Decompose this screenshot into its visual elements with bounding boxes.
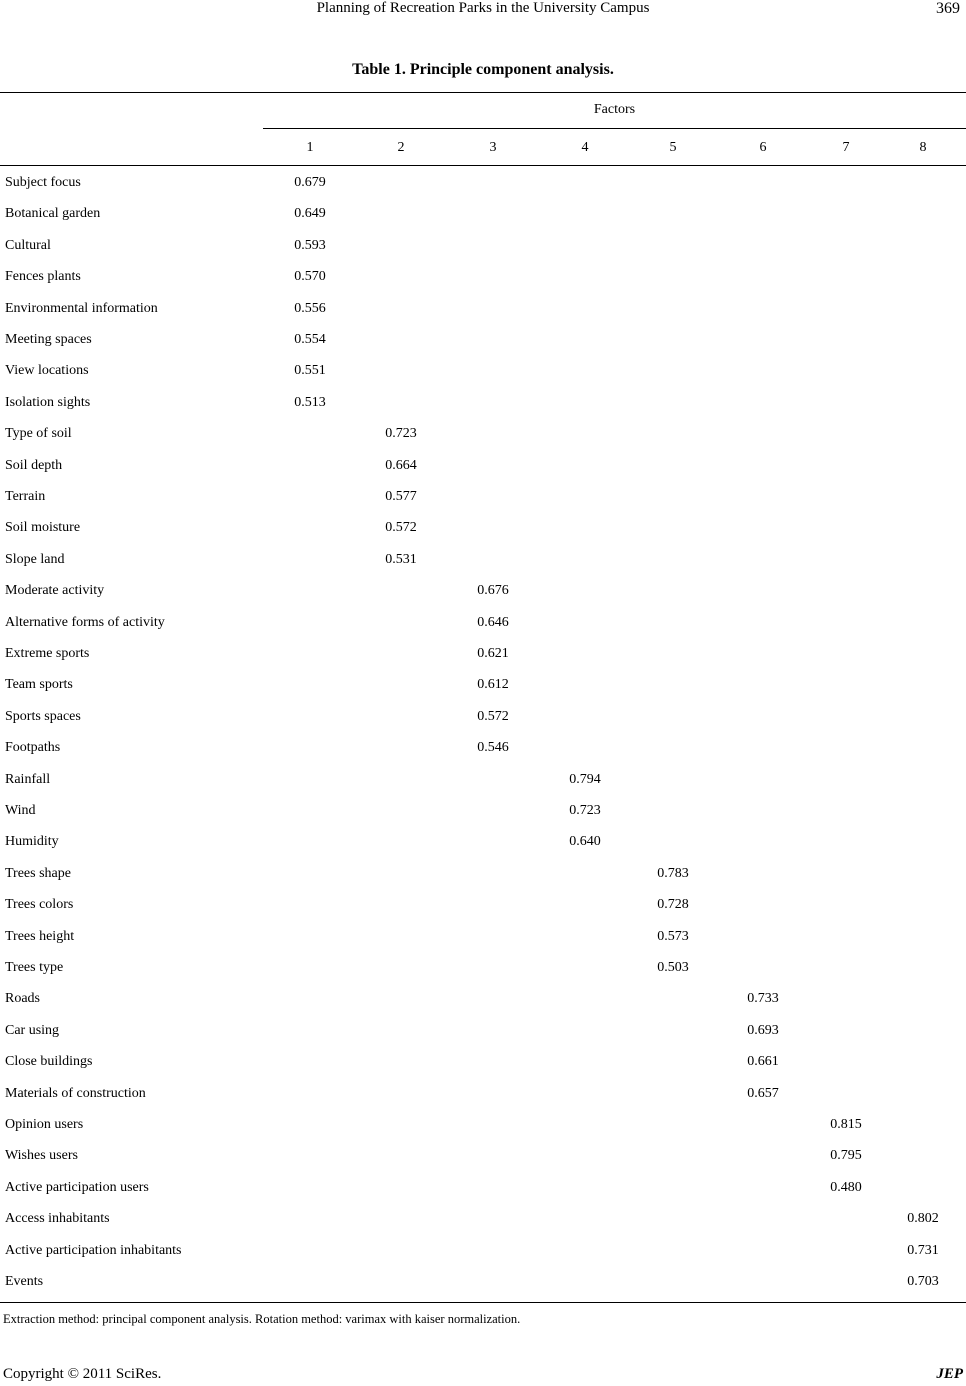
row-label: Roads — [5, 991, 40, 1007]
row-label: Team sports — [5, 677, 73, 693]
column-header: 6 — [759, 140, 767, 155]
table-row — [0, 991, 966, 1015]
factor-loading: 0.703 — [907, 1274, 939, 1289]
factor-loading: 0.570 — [294, 269, 326, 285]
factor-loading: 0.556 — [294, 300, 326, 316]
running-head — [0, 0, 966, 24]
table-row — [0, 866, 966, 890]
row-label: Moderate activity — [5, 583, 105, 599]
row-label: Environmental information — [5, 300, 158, 316]
table-row — [0, 583, 966, 607]
factor-loading: 0.723 — [569, 803, 601, 818]
column-header: 7 — [842, 140, 850, 155]
table-row — [0, 1211, 966, 1235]
table-row — [0, 709, 966, 733]
table-row — [0, 1054, 966, 1078]
table-caption: Table 1. Principle component analysis. — [352, 61, 614, 78]
row-label: Materials of construction — [5, 1085, 146, 1101]
table-row — [0, 175, 966, 199]
row-label: Access inhabitants — [5, 1211, 110, 1227]
table-row — [0, 332, 966, 356]
row-label: Close buildings — [5, 1054, 93, 1070]
table-row — [0, 395, 966, 419]
factor-loading: 0.640 — [569, 834, 601, 850]
factor-loading: 0.733 — [747, 991, 779, 1007]
table-row — [0, 1023, 966, 1047]
table-row — [0, 269, 966, 293]
factor-loading: 0.679 — [294, 175, 326, 190]
factor-loading: 0.593 — [294, 237, 326, 253]
factor-loading: 0.577 — [385, 489, 417, 504]
table-row — [0, 646, 966, 670]
row-label: Car using — [5, 1022, 60, 1038]
row-label: Extreme sports — [5, 646, 90, 661]
column-header: 1 — [306, 140, 314, 155]
row-label: Botanical garden — [5, 206, 101, 222]
factor-loading: 0.649 — [294, 206, 326, 222]
table-row — [0, 960, 966, 984]
factor-loading: 0.657 — [747, 1085, 779, 1101]
factor-loading: 0.731 — [907, 1242, 939, 1258]
column-header: 3 — [489, 140, 497, 155]
row-label: Terrain — [5, 489, 46, 504]
table-row — [0, 1117, 966, 1141]
row-label: Fences plants — [5, 269, 81, 285]
row-label: Soil moisture — [5, 520, 81, 536]
table-top-rule — [0, 92, 966, 93]
factor-loading: 0.554 — [294, 332, 326, 347]
table-row — [0, 238, 966, 262]
factor-loading: 0.612 — [477, 677, 509, 693]
row-label: Trees type — [5, 960, 64, 975]
table-row — [0, 740, 966, 764]
factor-loading: 0.664 — [385, 457, 417, 473]
row-label: Opinion users — [5, 1117, 84, 1132]
row-label: Active participation users — [5, 1179, 149, 1195]
factor-loading: 0.480 — [830, 1179, 862, 1195]
factor-loading: 0.621 — [477, 646, 509, 661]
factor-loading: 0.573 — [657, 928, 689, 944]
column-header: 5 — [669, 140, 677, 155]
column-header: 8 — [919, 140, 927, 155]
table-row — [0, 803, 966, 827]
factor-loading: 0.572 — [477, 708, 509, 724]
factor-loading: 0.546 — [477, 740, 509, 756]
factors-header: Factors — [593, 102, 636, 117]
table-row — [0, 1148, 966, 1172]
table-row — [0, 615, 966, 639]
row-label: Wishes users — [5, 1148, 78, 1164]
row-label: Isolation sights — [5, 394, 91, 410]
journal-abbreviation: JEP — [936, 1366, 963, 1382]
row-label: Trees colors — [5, 897, 74, 913]
factor-loading: 0.661 — [747, 1054, 779, 1070]
table-bottom-rule — [0, 1302, 966, 1303]
row-label: Active participation inhabitants — [5, 1242, 182, 1258]
factor-loading: 0.794 — [569, 771, 601, 787]
table-row — [0, 520, 966, 544]
table-row — [0, 489, 966, 513]
table-row — [0, 1274, 966, 1298]
table-row — [0, 552, 966, 576]
header-bottom-rule — [0, 165, 966, 166]
table-row — [0, 772, 966, 796]
row-label: Alternative forms of activity — [5, 614, 165, 630]
table-row — [0, 301, 966, 325]
row-label: Wind — [5, 803, 36, 818]
row-label: Soil depth — [5, 457, 63, 473]
factor-loading: 0.815 — [830, 1117, 862, 1132]
factor-loading: 0.783 — [657, 865, 689, 881]
table-row — [0, 1086, 966, 1110]
column-header: 2 — [397, 140, 405, 155]
factor-loading: 0.513 — [294, 394, 326, 410]
table-row — [0, 458, 966, 482]
page-number: 369 — [936, 0, 960, 17]
factor-loading: 0.676 — [477, 583, 509, 599]
factor-loading: 0.802 — [907, 1211, 939, 1227]
row-label: Trees height — [5, 928, 75, 944]
table-footnote: Extraction method: principal component analysis. Rotation method: varimax with kaiser normalization. — [3, 1312, 521, 1326]
copyright-notice: Copyright © 2011 SciRes. — [3, 1366, 162, 1382]
table-row — [0, 834, 966, 858]
row-label: Footpaths — [5, 740, 61, 756]
running-title: Planning of Recreation Parks in the University Campus — [316, 0, 650, 16]
table-row — [0, 1243, 966, 1267]
table-row — [0, 897, 966, 921]
row-label: Rainfall — [5, 771, 51, 787]
table-row — [0, 929, 966, 953]
factor-loading: 0.572 — [385, 520, 417, 536]
factor-loading: 0.531 — [385, 551, 417, 567]
column-header: 4 — [581, 140, 589, 155]
row-label: Cultural — [5, 237, 51, 253]
table-row — [0, 206, 966, 230]
factor-loading: 0.723 — [385, 426, 417, 442]
table-row — [0, 426, 966, 450]
row-label: Meeting spaces — [5, 332, 92, 347]
table-row — [0, 363, 966, 387]
row-label: Slope land — [5, 551, 65, 567]
row-label: Trees shape — [5, 865, 71, 881]
factor-loading: 0.646 — [477, 614, 509, 630]
row-label: Events — [5, 1274, 44, 1289]
factor-loading: 0.795 — [830, 1148, 862, 1164]
factor-loading: 0.693 — [747, 1022, 779, 1038]
factors-underline — [263, 128, 966, 129]
row-label: View locations — [5, 363, 89, 379]
table-row — [0, 1180, 966, 1204]
factor-loading: 0.551 — [294, 363, 326, 379]
factor-loading: 0.503 — [657, 960, 689, 975]
row-label: Sports spaces — [5, 708, 81, 724]
row-label: Type of soil — [5, 426, 72, 442]
factor-loading: 0.728 — [657, 897, 689, 913]
row-label: Subject focus — [5, 175, 81, 190]
row-label: Humidity — [5, 834, 59, 850]
table-row — [0, 677, 966, 701]
